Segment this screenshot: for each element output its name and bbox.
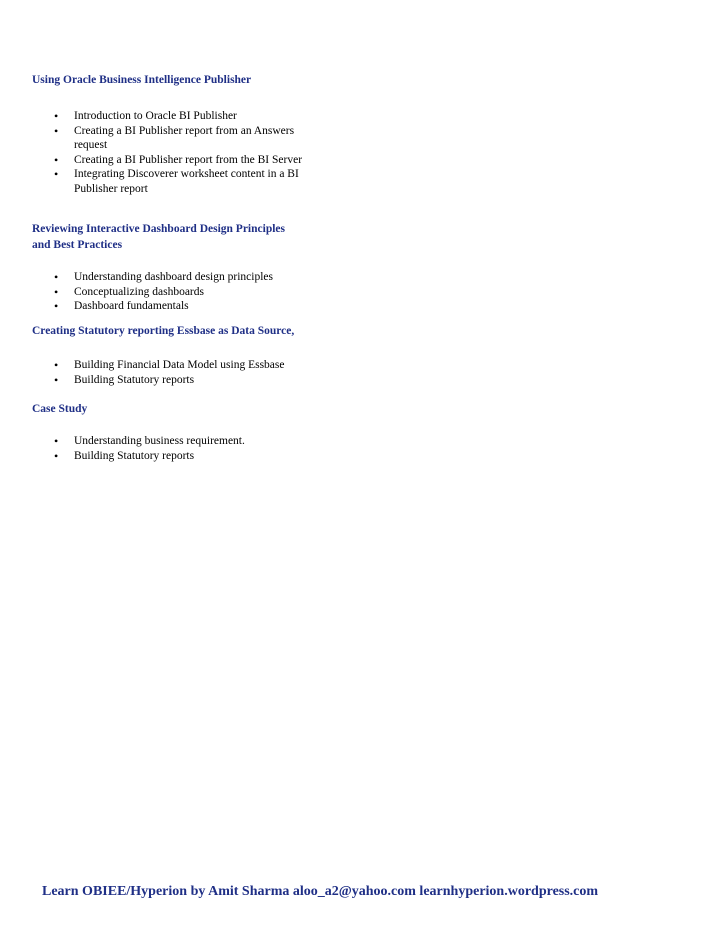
bullet-icon: • [54,167,59,181]
list-item-text: Building Financial Data Model using Essbase [74,359,285,371]
bullet-list [32,434,332,463]
bullet-icon: • [54,284,59,299]
bullet-icon: • [54,109,59,123]
section-case-study [32,401,332,463]
section-bi-publisher [32,72,332,196]
list-item-text: Dashboard fundamentals [74,300,189,312]
list-item-text: Understanding business requirement. [74,435,245,447]
list-item [32,299,308,314]
section-heading: Using Oracle Business Intelligence Publisher [32,74,252,86]
bullet-icon: • [54,448,59,463]
bullet-icon: • [54,270,59,284]
list-item-text: Conceptualizing dashboards [74,285,204,298]
list-item [32,358,308,373]
list-item-text: Understanding dashboard design principles [74,271,273,283]
list-item-text: Introduction to Oracle BI Publisher [74,110,237,122]
list-item [32,124,308,153]
list-item [32,373,308,388]
bullet-list [32,270,302,314]
bullet-icon: • [54,434,59,448]
section-heading: Creating Statutory reporting Essbase as Data Source, [32,325,295,337]
bullet-list [32,109,332,196]
list-item [32,153,308,168]
list-item-text: Integrating Discoverer worksheet content in a BI Publisher report [74,168,299,195]
page-footer: Learn OBIEE/Hyperion by Amit Sharma aloo_a2@yahoo.com learnhyperion.wordpress.com [42,884,599,899]
list-item-text: Building Statutory reports [74,449,195,462]
list-item-text: Creating a BI Publisher report from an Answers request [74,124,295,151]
list-item [32,434,308,449]
list-item [32,109,308,124]
bullet-icon: • [54,123,59,138]
bullet-icon: • [54,358,59,372]
list-item [32,285,308,300]
bullet-icon: • [54,299,59,313]
section-heading: Reviewing Interactive Dashboard Design Principles and Best Practices [32,223,285,251]
bullet-icon: • [54,152,59,167]
list-item [32,270,308,285]
section-dashboard-design [32,221,302,314]
section-statutory-reporting [32,323,332,387]
bullet-icon: • [54,372,59,387]
list-item-text: Building Statutory reports [74,373,195,386]
list-item [32,167,308,196]
list-item [32,449,308,464]
bullet-list [32,358,332,387]
section-heading: Case Study [32,403,88,415]
list-item-text: Creating a BI Publisher report from the BI Server [74,153,303,166]
